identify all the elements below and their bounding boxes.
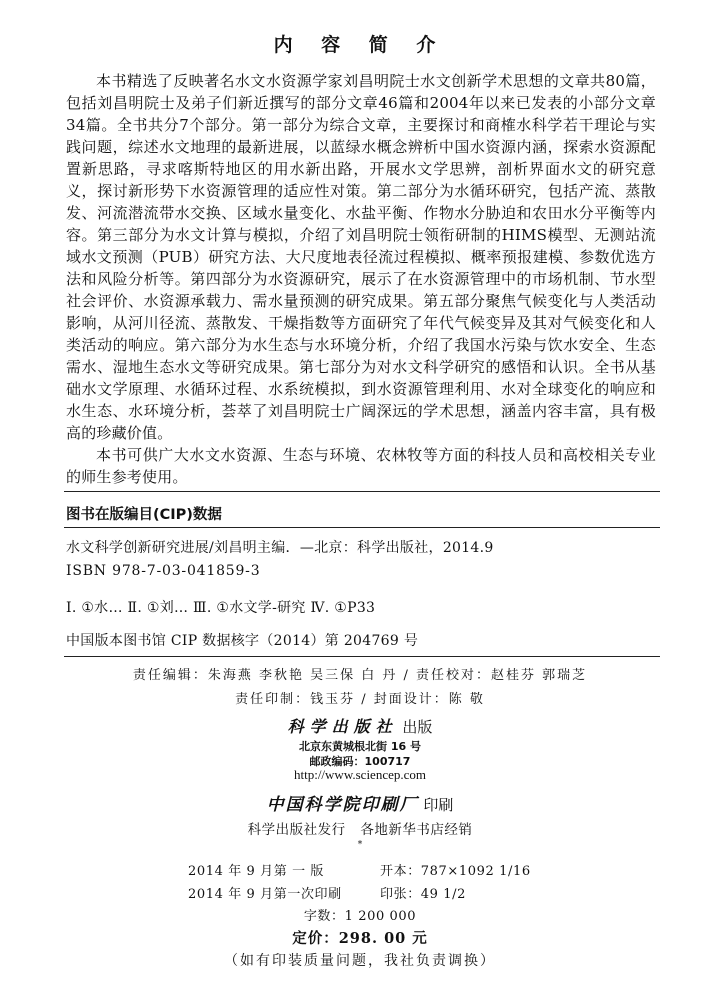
divider-cip (64, 527, 660, 528)
cip-record: 水文科学创新研究进展/刘昌明主编．—北京：科学出版社，2014.9 (66, 540, 494, 556)
divider-top (64, 491, 660, 492)
price: 定价：298. 00 元 (292, 930, 428, 947)
printer-label: 印刷 (423, 796, 454, 814)
print-date: 2014 年 9 月第一次印刷 (188, 887, 342, 902)
distribution-line: 科学出版社发行 各地新华书店经销 (247, 822, 473, 838)
cip-verification: 中国版本图书馆 CIP 数据核字（2014）第 204769 号 (66, 633, 419, 649)
summary-paragraph-1: 本书精选了反映著名水文水资源学家刘昌明院士水文创新学术思想的文章共80篇，包括刘昌明院士及弟子们新近撰写的部分文章46篇和2004年以来已发表的小部分文章34篇。全书共分7个部分。第一部分为综合文章，主要探讨和商榷水科学若干理论与实践问题，综述水文地理的最新进展，以蓝绿水概念辨析中国水资源内涵，探索水资源配置新思路，寻求喀斯特地区的用水新出路，开展水文学思辨，剖析界面水文的研究意义，探讨新形势下水资源管理的适应性对策。第二部分为水循环研究，包括产流、蒸散发、河流潜流带水交换、区域水量变化、水盐平衡、作物水分胁迫和农田水分平衡等内容。第三部分为水文计算与模拟，介绍了刘昌明院士领衔研制的HIMS模型、无测站流域水文预测（PUB）研究方法、大尺度地表径流过程模拟、概率预报建模、参数优选方法和风险分析等。第四部分为水资源研究，展示了在水资源管理中的市场机制、节水型社会评价、水资源承载力、需水量预测的研究成果。第五部分聚焦气候变化与人类活动影响，从河川径流、蒸散发、干燥指数等方面研究了年代气候变异及其对气候变化和人类活动的响应。第六部分为水生态与水环境分析，介绍了我国水污染与饮水安全、生态需水、湿地生态水文等研究成果。第七部分为对水文科学研究的感悟和认识。全书从基础水文学原理、水循环过程、水系统模拟，到水资源管理利用、水对全球变化的响应和水生态、水环境分析，荟萃了刘昌明院士广阔深远的学术思想，涵盖内容丰富，具有极高的珍藏价值。 (66, 72, 656, 442)
edition-date: 2014 年 9 月第 一 版 (188, 864, 325, 879)
word-count: 字数：1 200 000 (303, 909, 417, 924)
cip-isbn: ISBN 978-7-03-041859-3 (66, 563, 261, 579)
production-credits: 责任印制：钱玉芬 / 封面设计：陈 敬 (235, 692, 485, 707)
summary-paragraph-2: 本书可供广大水文水资源、生态与环境、农林牧等方面的科技人员和高校相关专业的师生参考使用。 (66, 446, 656, 486)
printer-logo: 中国科学院印刷厂 (266, 795, 419, 815)
publisher-line (0, 714, 720, 737)
book-format: 开本：787×1092 1/16 (380, 864, 531, 879)
summary-title: 内 容 简 介 (273, 34, 447, 56)
summary-body (66, 70, 656, 488)
quality-notice: （如有印装质量问题，我社负责调换） (224, 953, 496, 969)
printer-line (0, 790, 720, 815)
publisher-url: http://www.sciencep.com (293, 767, 426, 782)
publisher-address: 北京东黄城根北街 16 号 (299, 740, 421, 753)
cip-heading: 图书在版编目(CIP)数据 (66, 507, 222, 523)
publisher-logo: 科学出版社 (287, 717, 398, 736)
publisher-postcode: 邮政编码：100717 (309, 755, 411, 768)
separator-star: * (357, 840, 363, 850)
publisher-label: 出版 (402, 718, 433, 736)
cip-classification: Ⅰ. ①水… Ⅱ. ①刘… Ⅲ. ①水文学-研究 Ⅳ. ①P33 (66, 600, 376, 616)
divider-bottom (64, 656, 660, 657)
print-sheets: 印张：49 1/2 (380, 887, 466, 902)
editor-credits: 责任编辑：朱海燕 李秋艳 吴三保 白 丹 / 责任校对：赵桂芬 郭瑞芝 (132, 668, 588, 683)
